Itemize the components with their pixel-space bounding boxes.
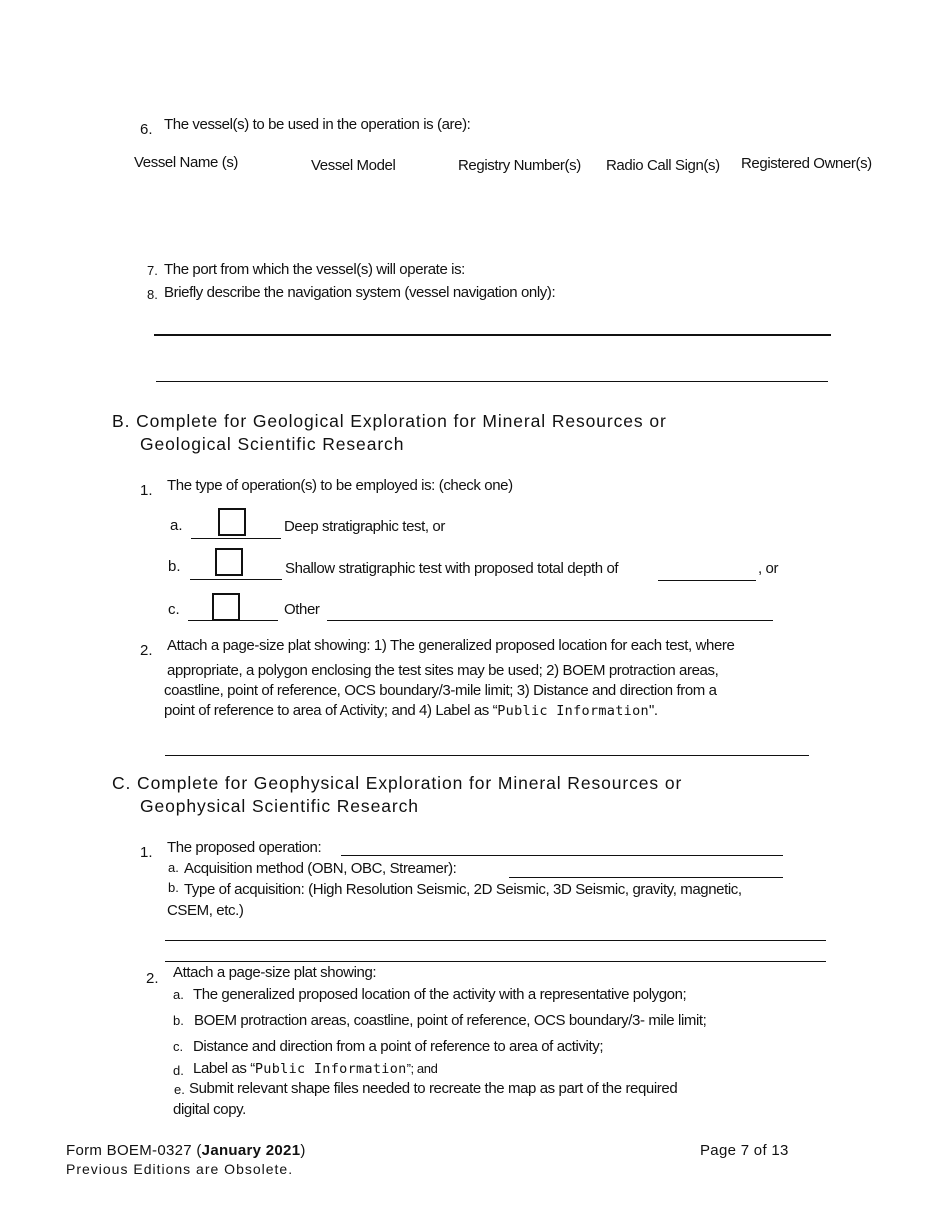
item-8-number: 8. [147,287,158,302]
acquisition-type-line-2[interactable] [165,961,826,962]
acquisition-method-field[interactable] [509,877,783,878]
c-item-2-text: Attach a page-size plat showing: [173,964,377,981]
c-item-2e-text: Submit relevant shape files needed to recreate the map as part of the required [189,1080,678,1097]
total-depth-field[interactable] [658,580,756,581]
column-vessel-name: Vessel Name (s) [134,154,239,171]
b-item-1-number: 1. [140,482,153,499]
item-8-text: Briefly describe the navigation system (vessel navigation only): [164,284,556,301]
b-item-1-text: The type of operation(s) to be employed is: (check one) [167,477,513,494]
c-item-2b-letter: b. [173,1013,184,1028]
navigation-answer-line-2[interactable] [156,381,828,382]
c-item-1a-letter: a. [168,860,179,875]
footer-form-id: Form BOEM-0327 (January 2021) [66,1142,306,1159]
section-c-subtitle: Geophysical Scientific Research [140,796,419,816]
c-item-2a-letter: a. [173,987,184,1002]
b-item-2-answer-line[interactable] [165,755,809,756]
option-b-text: Shallow stratigraphic test with proposed total depth of [285,560,619,577]
footer-page-number: Page 7 of 13 [700,1142,789,1159]
option-a-underline [191,538,281,539]
option-a-text: Deep stratigraphic test, or [284,518,445,535]
b-item-2-line-4: point of reference to area of Activity; and 4) Label as “Public Information". [164,702,658,719]
deep-test-checkbox[interactable] [218,508,246,536]
acquisition-type-line-1[interactable] [165,940,826,941]
c-item-1b-text-2: CSEM, etc.) [167,902,244,919]
navigation-answer-line-1[interactable] [154,334,831,336]
b-item-2-number: 2. [140,642,153,659]
c-item-2c-text: Distance and direction from a point of reference to area of activity; [193,1038,604,1055]
c-item-2e-letter: e. [174,1082,185,1097]
b-item-2-line-3: coastline, point of reference, OCS boundary/3-mile limit; 3) Distance and direction from a [164,682,717,699]
other-checkbox[interactable] [212,593,240,621]
c-item-2c-letter: c. [173,1039,184,1054]
footer-form-date: January 2021 [201,1142,301,1159]
footer-obsolete-note: Previous Editions are Obsolete. [66,1161,294,1177]
c-item-1b-letter: b. [168,880,179,895]
item-6-text: The vessel(s) to be used in the operation is (are): [164,116,471,133]
b-item-2-end-mark: ". [648,702,658,719]
c-item-1-number: 1. [140,844,153,861]
option-b-underline [190,579,282,580]
c-item-2e-text-2: digital copy. [173,1101,246,1118]
column-radio-call-sign: Radio Call Sign(s) [606,157,720,174]
option-c-underline [188,620,278,621]
b-item-2-line-2: appropriate, a polygon enclosing the test sites may be used; 2) BOEM protraction areas, [167,662,719,679]
c-item-2d-letter: d. [173,1063,184,1078]
item-7-number: 7. [147,263,158,278]
c-item-2-number: 2. [146,970,159,987]
section-c-title: C. Complete for Geophysical Exploration for Mineral Resources or [112,773,683,793]
column-registered-owner: Registered Owner(s) [741,155,872,172]
shallow-test-checkbox[interactable] [215,548,243,576]
public-information-label-2: Public Information [254,1061,407,1077]
public-information-label: Public Information [497,703,649,719]
option-a-letter: a. [170,517,183,534]
option-b-suffix: , or [758,560,779,577]
c-item-2b-text: BOEM protraction areas, coastline, point of reference, OCS boundary/3- mile limit; [194,1012,707,1029]
c-item-2a-text: The generalized proposed location of the activity with a representative polygon; [193,986,687,1003]
option-b-letter: b. [168,558,181,575]
proposed-operation-field[interactable] [341,855,783,856]
c-item-1b-text: Type of acquisition: (High Resolution Seismic, 2D Seismic, 3D Seismic, gravity, magnetic, [184,881,742,898]
c-item-1a-text: Acquisition method (OBN, OBC, Streamer): [184,860,457,877]
column-registry-number: Registry Number(s) [458,157,581,174]
option-c-text: Other [284,601,320,618]
option-c-letter: c. [168,601,180,618]
section-b-title: B. Complete for Geological Exploration for Mineral Resources or [112,411,667,431]
c-item-1-text: The proposed operation: [167,839,322,856]
b-item-2-line-1: Attach a page-size plat showing: 1) The generalized proposed location for each test, where [167,637,735,654]
section-b-subtitle: Geological Scientific Research [140,434,405,454]
column-vessel-model: Vessel Model [311,157,396,174]
item-7-text: The port from which the vessel(s) will operate is: [164,261,465,278]
c-item-2d-text: Label as “Public Information”; and [193,1060,438,1077]
item-6-number: 6. [140,121,153,138]
other-description-field[interactable] [327,620,773,621]
